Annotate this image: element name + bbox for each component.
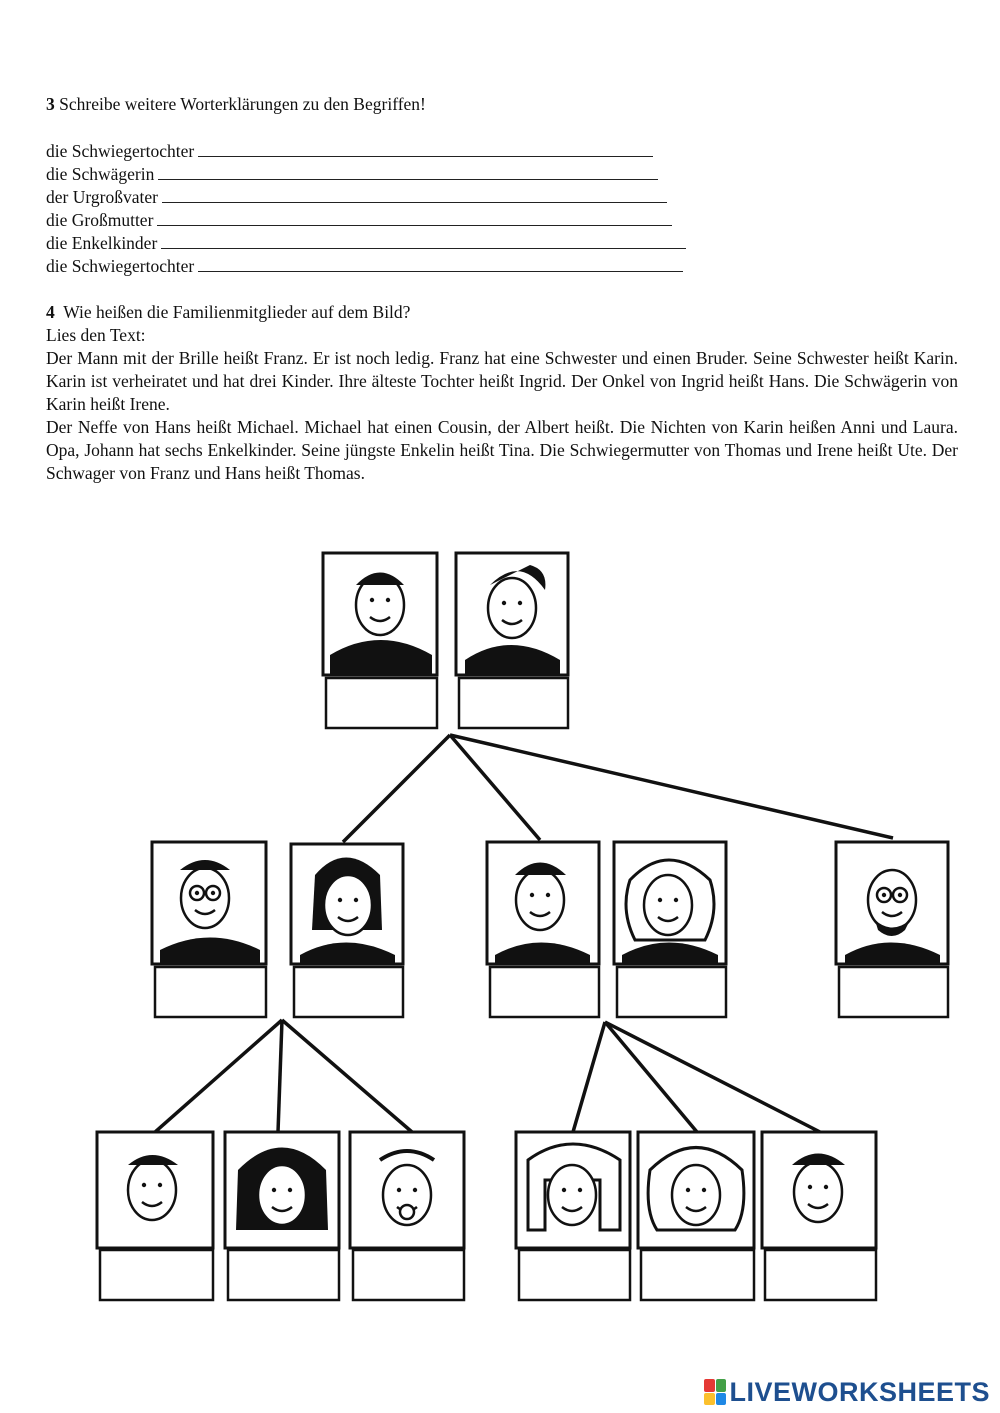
portrait-child-4 <box>516 1132 630 1300</box>
answer-box-irene[interactable] <box>617 967 726 1017</box>
task3-number: 3 <box>46 94 55 114</box>
answer-line[interactable] <box>157 211 672 226</box>
definition-row <box>46 186 686 209</box>
term-label: die Großmutter <box>46 210 154 230</box>
answer-box-child-6[interactable] <box>765 1250 876 1300</box>
portrait-baby <box>350 1132 464 1300</box>
answer-box-baby[interactable] <box>353 1250 464 1300</box>
term-label: die Schwägerin <box>46 164 155 184</box>
task3-instruction: Schreibe weitere Worterklärungen zu den Begriffen! <box>59 94 426 114</box>
term-label: die Enkelkinder <box>46 233 158 253</box>
definition-row <box>46 209 686 232</box>
answer-box-karin[interactable] <box>294 967 403 1017</box>
answer-line[interactable] <box>198 142 653 157</box>
answer-box-child-5[interactable] <box>641 1250 754 1300</box>
task4-question: Wie heißen die Familienmitglieder auf dem Bild? <box>63 302 411 322</box>
portrait-hans <box>487 842 599 1017</box>
answer-box-thomas[interactable] <box>839 967 948 1017</box>
portrait-child-2 <box>225 1132 339 1300</box>
answer-box-grandfather[interactable] <box>326 678 437 728</box>
answer-box-child-2[interactable] <box>228 1250 339 1300</box>
answer-line[interactable] <box>161 234 686 249</box>
answer-box-child-1[interactable] <box>100 1250 213 1300</box>
answer-line[interactable] <box>158 165 658 180</box>
task3-heading <box>46 93 426 116</box>
definition-row <box>46 232 686 255</box>
task4-paragraph-2: Der Neffe von Hans heißt Michael. Michael hat einen Cousin, der Albert heißt. Die Nichten von Karin heißen Anni und Laura. Opa, Johann hat sechs Enkelkinder. Seine jüngste Enkelin heißt Tina. Die Schwiegermutter von Thomas und Irene heißt Ute. Der Schwager von Franz und Hans heißt Thomas. <box>46 417 958 483</box>
term-label: der Urgroßvater <box>46 187 158 207</box>
family-tree <box>0 530 1000 1330</box>
logo-text: LIVEWORKSHEETS <box>729 1376 990 1407</box>
portrait-grandmother <box>456 553 568 728</box>
task4-number: 4 <box>46 302 55 322</box>
task4-heading <box>46 301 958 324</box>
answer-line[interactable] <box>198 257 683 272</box>
portrait-grandfather <box>323 553 437 728</box>
answer-box-hans[interactable] <box>490 967 599 1017</box>
portrait-thomas <box>836 842 948 1017</box>
definition-list <box>46 140 686 278</box>
task4-lead: Lies den Text: <box>46 325 146 345</box>
term-label: die Schwiegertochter <box>46 141 195 161</box>
portrait-child-1 <box>97 1132 213 1300</box>
portrait-karin <box>291 844 403 1017</box>
definition-row <box>46 163 686 186</box>
answer-line[interactable] <box>162 188 667 203</box>
portrait-franz <box>152 842 266 1017</box>
task4-paragraph-1: Der Mann mit der Brille heißt Franz. Er ist noch ledig. Franz hat eine Schwester und einen Bruder. Seine Schwester heißt Karin. Karin ist verheiratet und hat drei Kinder. Ihre älteste Tochter heißt Ingrid. Der Onkel von Ingrid heißt Hans. Die Schwägerin von Karin heißt Irene. <box>46 348 958 414</box>
task4-block <box>46 301 958 485</box>
logo-mark-icon <box>704 1379 726 1405</box>
definition-row <box>46 140 686 163</box>
portrait-child-6 <box>762 1132 876 1300</box>
portrait-irene <box>614 842 726 1017</box>
term-label: die Schwiegertochter <box>46 256 195 276</box>
answer-box-franz[interactable] <box>155 967 266 1017</box>
portrait-child-5 <box>638 1132 754 1300</box>
definition-row <box>46 255 686 278</box>
answer-box-grandmother[interactable] <box>459 678 568 728</box>
answer-box-child-4[interactable] <box>519 1250 630 1300</box>
liveworksheets-logo <box>704 1374 990 1410</box>
